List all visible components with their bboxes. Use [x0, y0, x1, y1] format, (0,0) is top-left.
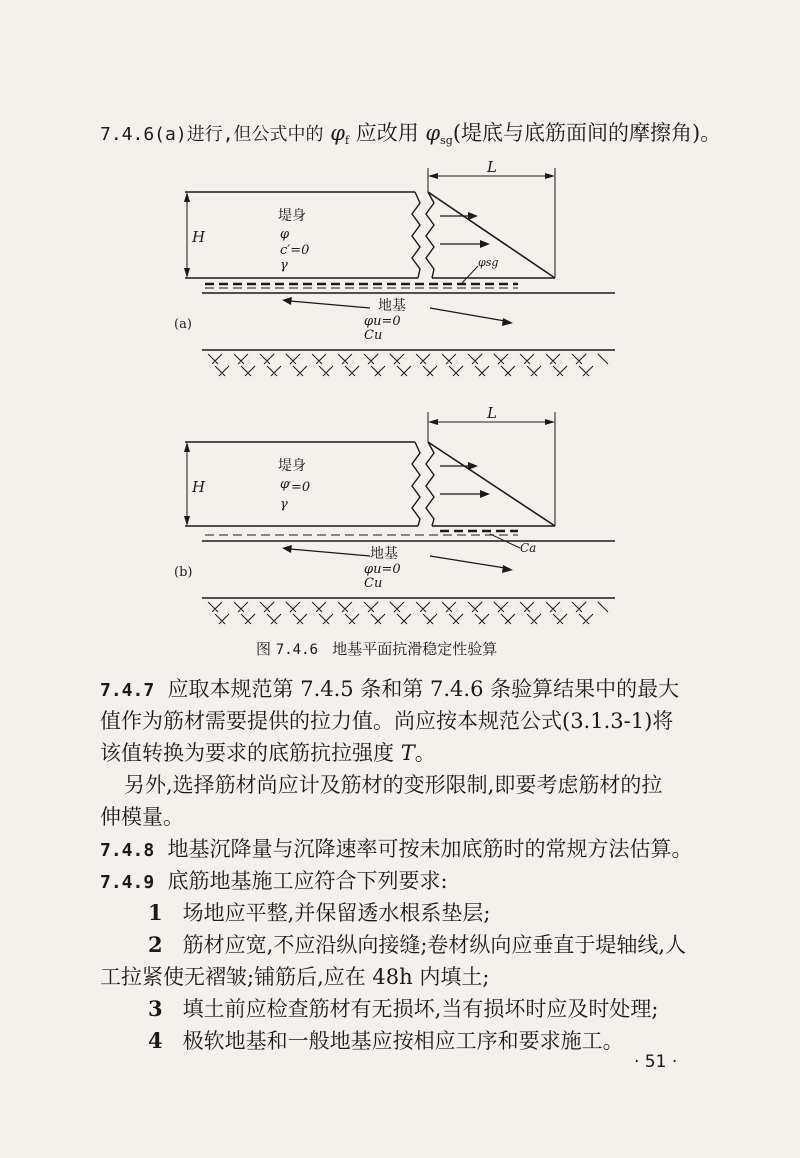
figure-b-L-label: L [487, 404, 497, 422]
section-7-4-7-line2: 值作为筋材需要提供的拉力值。尚应按本规范公式(3.1.3-1)将 [100, 709, 674, 733]
phi-sg-symbol: φ [425, 121, 441, 145]
figure-b-cprime-label: ′=0 [288, 480, 311, 495]
phi-f-symbol: φ [330, 121, 345, 145]
list-item-4-text: 极软地基和一般地基应按相应工序和要求施工。 [182, 1029, 624, 1053]
intro-prefix: 7.4.6(a)进行,但公式中的 [100, 124, 324, 145]
section-7-4-7-number: 7.4.7 [100, 680, 155, 701]
list-item-1 [148, 898, 760, 928]
list-item-2 [148, 930, 760, 960]
intro-middle: 应改用 [355, 121, 419, 145]
figure-b-Cu-label: Cu [364, 576, 383, 591]
list-item-3-text: 填土前应检查筋材有无损坏,当有损坏时应及时处理; [182, 997, 659, 1021]
section-7-4-9 [100, 866, 712, 898]
caption-prefix: 图 [256, 640, 272, 658]
section-7-4-7-line3 [100, 738, 712, 768]
figure-b-Ca-label: Ca [520, 541, 537, 555]
page-number: · 51 · [634, 1052, 678, 1072]
figure-a-drawing [160, 158, 630, 383]
figure-b-phiu-label: φu=0 [364, 562, 401, 577]
figure-a-tag: (a) [174, 317, 192, 332]
section-7-4-8-number: 7.4.8 [100, 840, 155, 861]
figure-a-L-label: L [487, 158, 497, 176]
para-extra-line2: 伸模量。 [100, 805, 184, 829]
figure-a-H-label: H [192, 228, 206, 246]
list-item-2-continued: 工拉紧使无褶皱;铺筋后,应在 48h 内填土; [100, 965, 490, 989]
figure-a-cprime-label: c′=0 [280, 243, 310, 258]
figure-a-foundation-label: 地基 [378, 298, 406, 314]
figure-b-phi-label: φ [280, 477, 290, 492]
intro-line [100, 118, 722, 156]
figure-a-phisg-label: φsg [478, 256, 499, 269]
list-item-1-text: 场地应平整,并保留透水根系垫层; [182, 901, 491, 925]
figure-a-Cu-label: Cu [364, 328, 383, 343]
list-item-2-number: 2 [148, 932, 163, 957]
figure-a-gamma-label: γ [280, 258, 288, 273]
caption-number: 7.4.6 [275, 642, 318, 658]
section-7-4-8 [100, 834, 712, 866]
section-7-4-7-line3-suffix: 。 [414, 741, 436, 765]
figure-b-gamma-label: γ [280, 497, 288, 512]
list-item-3-number: 3 [148, 996, 163, 1021]
figure-b [160, 402, 630, 630]
para-extra-line1: 另外,选择筋材尚应计及筋材的变形限制,即要考虑筋材的拉 [124, 773, 663, 797]
figure-b-tag: (b) [174, 565, 193, 580]
section-7-4-7-line1 [100, 674, 712, 706]
figure-b-embankment-label: 堤身 [278, 458, 306, 474]
figure-a-embankment-label: 堤身 [278, 208, 306, 224]
figure-b-foundation-label: 地基 [370, 546, 398, 562]
section-7-4-7-text1: 应取本规范第 7.4.5 条和第 7.4.6 条验算结果中的最大 [167, 677, 680, 701]
intro-suffix: (堤底与底筋面间的摩擦角)。 [452, 121, 722, 145]
section-7-4-9-number: 7.4.9 [100, 872, 155, 893]
figure-caption [256, 638, 497, 659]
list-item-3 [148, 994, 760, 1024]
figure-a-phiu-label: φu=0 [364, 314, 401, 329]
list-item-4-number: 4 [148, 1028, 163, 1053]
figure-a-phi-label: φ [280, 227, 290, 242]
section-7-4-9-text: 底筋地基施工应符合下列要求: [167, 869, 448, 893]
figure-b-drawing [160, 402, 630, 630]
phi-f-subscript: f [344, 134, 350, 147]
section-7-4-8-text: 地基沉降量与沉降速率可按未加底筋时的常规方法估算。 [167, 837, 693, 861]
figure-a [160, 158, 630, 383]
caption-title: 地基平面抗滑稳定性验算 [332, 640, 498, 658]
section-7-4-7-var-T: T [400, 741, 415, 765]
section-7-4-7-line3-prefix: 该值转换为要求的底筋抗拉强度 [100, 741, 394, 765]
list-item-1-number: 1 [148, 900, 163, 925]
phi-sg-subscript: sg [440, 134, 453, 147]
list-item-2-text: 筋材应宽,不应沿纵向接缝;卷材纵向应垂直于堤轴线,人 [182, 933, 687, 957]
figure-b-H-label: H [192, 478, 206, 496]
